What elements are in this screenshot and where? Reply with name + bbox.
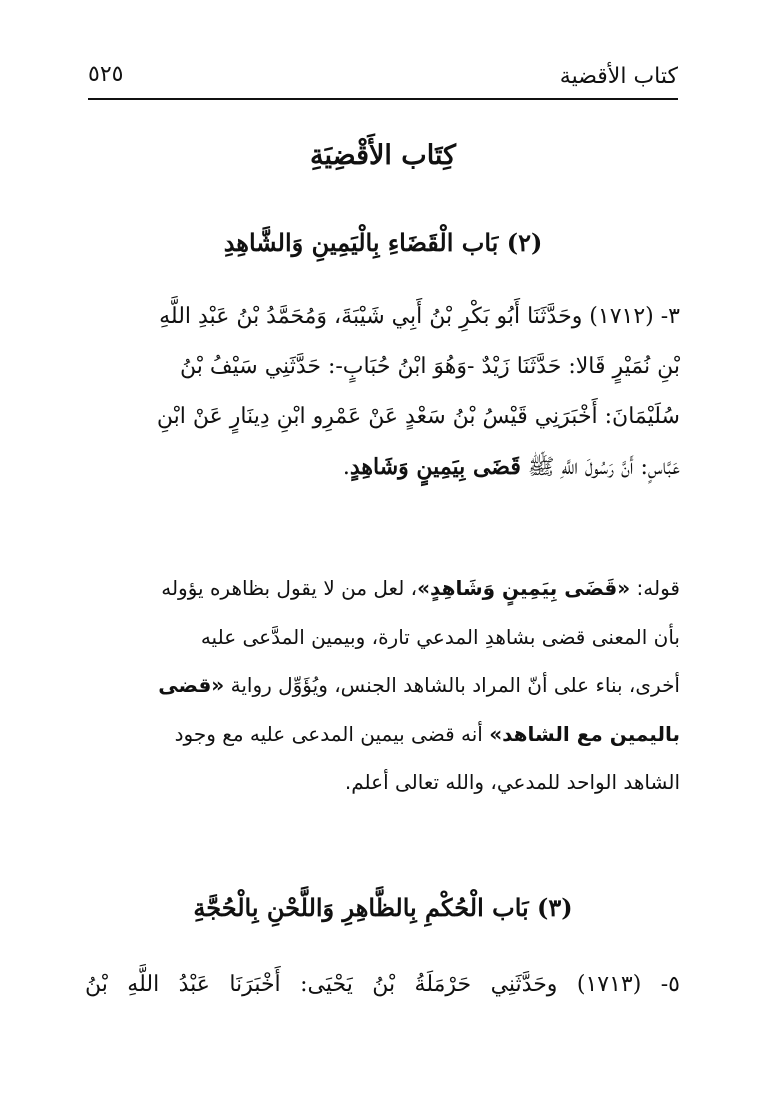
- commentary-line: الشاهد الواحد للمدعي، والله تعالى أعلم.: [344, 770, 680, 794]
- commentary-quote: «قَضَى بِيَمِينٍ وَشَاهِدٍ»: [417, 576, 631, 600]
- hadith-line: سُلَيْمَانَ: أَخْبَرَنِي قَيْسُ بْنُ سَعْدٍ عَنْ عَمْرِو ابْنِ دِينَارٍ عَنْ ابْنِ: [156, 404, 680, 429]
- hadith-text-segment: .: [342, 455, 350, 480]
- hadith-line: [85, 442, 680, 493]
- page-number: ٥٢٥: [88, 62, 124, 87]
- running-title: كتاب الأقضية: [559, 64, 678, 89]
- commentary-line: بأن المعنى قضى بشاهدِ المدعي تارة، وبيمين المدَّعى عليه: [200, 624, 680, 649]
- page-header: [88, 58, 678, 100]
- commentary-quote: باليمين مع الشاهد»: [489, 721, 680, 746]
- hadith-text: [85, 960, 680, 1010]
- commentary-segment: أنه قضى بيمين المدعى عليه مع وجود: [174, 721, 490, 746]
- hadith-text: [85, 292, 680, 493]
- commentary-quote: «قضى: [158, 673, 225, 697]
- commentary-line: [85, 710, 680, 759]
- book-title: كِتَاب الأَقْضِيَةِ: [310, 140, 456, 171]
- chapter-heading: (٢) بَاب الْقَضَاءِ بِالْيَمِينِ وَالشَّاهِدِ: [223, 228, 543, 257]
- hadith-line: بْنِ نُمَيْرٍ قَالا: حَدَّثَنَا زَيْدٌ -وَهُوَ ابْنُ حُبَابٍ-: حَدَّثَنِي سَيْفُ بْنُ: [180, 354, 680, 379]
- hadith-line: ٥- (١٧١٣) وحَدَّثَنِي حَرْمَلَةُ بْنُ يَحْيَى: أَخْبَرَنَا عَبْدُ اللَّهِ بْنُ: [85, 972, 680, 997]
- chapter-heading: (٣) بَاب الْحُكْمِ بِالظَّاهِرِ وَاللَّحْنِ بِالْحُجَّةِ: [193, 893, 573, 922]
- commentary-segment: أخرى، بناء على أنّ المراد بالشاهد الجنس، ويُؤَوِّل رواية: [224, 673, 680, 697]
- hadith-matn-bold: قَضَى بِيَمِينٍ وَشَاهِدٍ: [349, 454, 521, 480]
- commentary: [85, 564, 680, 807]
- commentary-segment: ، لعل من لا يقول بظاهره يؤوله: [161, 576, 418, 600]
- commentary-line: [85, 564, 680, 613]
- commentary-line: [85, 661, 680, 710]
- commentary-segment: قوله:: [630, 576, 680, 600]
- hadith-line: ٣- (١٧١٢) وحَدَّثَنَا أَبُو بَكْرِ بْنُ أَبِي شَيْبَةَ، وَمُحَمَّدُ بْنُ عَبْدِ اللَّهِ: [159, 304, 680, 329]
- hadith-text-segment: عَبَّاسٍ: أَنَّ رَسُولَ اللَّهِ ﷺ: [520, 455, 680, 480]
